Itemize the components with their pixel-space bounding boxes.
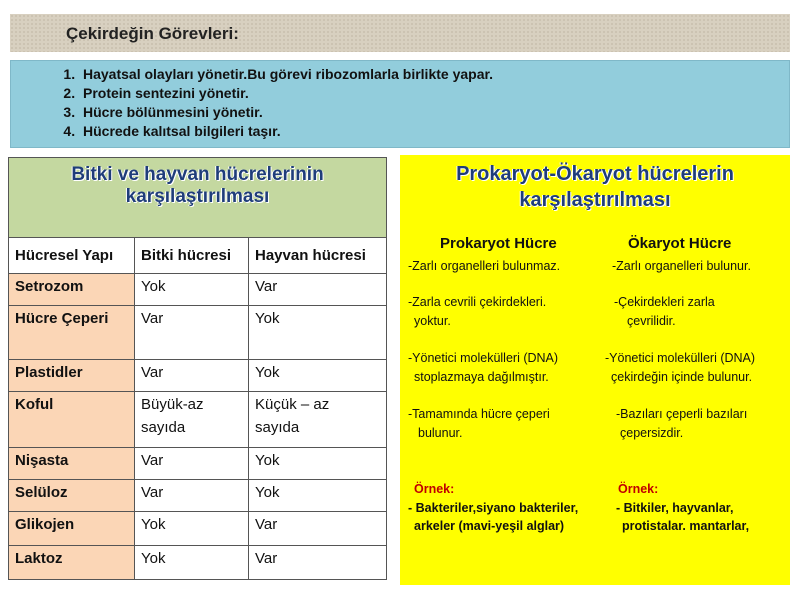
eukaryote-example-line2: protistalar. mantarlar, — [622, 519, 750, 533]
prokaryote-point-4-line1: -Tamamında hücre çeperi — [408, 407, 550, 421]
table-row — [9, 274, 387, 306]
prokaryote-point-1: -Zarlı organelleri bulunmaz. — [408, 259, 561, 273]
animal-value-line2: sayıda — [255, 419, 300, 436]
animal-value: Yok — [249, 448, 387, 480]
row-label: Glikojen — [9, 512, 135, 546]
animal-value: Var — [249, 546, 387, 580]
prokaryote-example-line2: arkeler (mavi-yeşil alglar) — [414, 519, 565, 533]
page-title: Çekirdeğin Görevleri: — [66, 24, 239, 43]
prokaryote-point-2-line1: -Zarla cevrili çekirdekleri. — [408, 295, 547, 309]
prokaryote-point-4-line2: bulunur. — [418, 426, 463, 440]
row-label: Plastidler — [9, 360, 135, 392]
table-title-line1: Bitki ve hayvan hücrelerinin — [71, 164, 324, 185]
eukaryote-header: Ökaryot Hücre — [628, 235, 732, 252]
row-label: Setrozom — [9, 274, 135, 306]
plant-value: Yok — [135, 274, 249, 306]
row-label: Koful — [9, 392, 135, 448]
eukaryote-example-label: Örnek: — [618, 482, 659, 496]
row-label: Hücre Çeperi — [9, 306, 135, 360]
table-title — [9, 158, 387, 238]
table-row — [9, 480, 387, 512]
plant-value: Yok — [135, 512, 249, 546]
task-item: 2. Protein sentezini yönetir. — [79, 84, 789, 103]
prokaryote-example-label: Örnek: — [414, 482, 455, 496]
table-row — [9, 392, 387, 448]
panel-title-line1: Prokaryot-Ökaryot hücrelerin — [456, 163, 734, 185]
plant-value: Var — [135, 306, 249, 360]
plant-value-line1: Büyük-az — [141, 396, 204, 413]
task-item: 4. Hücrede kalıtsal bilgileri taşır. — [79, 122, 789, 141]
animal-value — [249, 392, 387, 448]
eukaryote-point-3-line1: -Yönetici molekülleri (DNA) — [605, 351, 756, 365]
animal-value-line1: Küçük – az — [255, 396, 330, 413]
panel-title-line2: karşılaştırılması — [519, 189, 671, 211]
table-row — [9, 512, 387, 546]
row-label: Nişasta — [9, 448, 135, 480]
prokaryote-point-3-line2: stoplazmaya dağılmıştır. — [414, 370, 549, 384]
eukaryote-point-3-line2: çekirdeğin içinde bulunur. — [611, 370, 753, 384]
plant-value-line2: sayıda — [141, 419, 186, 436]
prokaryote-header: Prokaryot Hücre — [440, 235, 557, 252]
plant-value: Yok — [135, 546, 249, 580]
table-row — [9, 546, 387, 580]
title-band — [10, 14, 790, 52]
eukaryote-point-4-line2: çepersizdir. — [620, 426, 684, 440]
animal-value: Var — [249, 512, 387, 546]
eukaryote-point-4-line1: -Bazıları çeperli bazıları — [616, 407, 748, 421]
eukaryote-point-1: -Zarlı organelleri bulunur. — [612, 259, 751, 273]
eukaryote-point-2-line1: -Çekirdekleri zarla — [614, 295, 715, 309]
row-label: Laktoz — [9, 546, 135, 580]
animal-value: Yok — [249, 480, 387, 512]
plant-animal-comparison-table — [8, 157, 387, 580]
plant-value: Var — [135, 360, 249, 392]
animal-value: Yok — [249, 306, 387, 360]
prokaryote-point-2-line2: yoktur. — [414, 314, 451, 328]
prokaryote-point-3-line1: -Yönetici molekülleri (DNA) — [408, 351, 559, 365]
panel-title — [400, 161, 790, 213]
eukaryote-point-2-line2: çevrilidir. — [627, 314, 676, 328]
header-plant-cell: Bitki hücresi — [135, 238, 249, 274]
animal-value: Var — [249, 274, 387, 306]
task-item: 3. Hücre bölünmesini yönetir. — [79, 103, 789, 122]
header-animal-cell: Hayvan hücresi — [249, 238, 387, 274]
prokaryote-eukaryote-panel — [400, 155, 790, 585]
task-item: 1. Hayatsal olayları yönetir.Bu görevi ribozomlarla birlikte yapar. — [79, 65, 789, 84]
plant-value: Var — [135, 448, 249, 480]
nucleus-tasks-list — [11, 61, 789, 141]
animal-value: Yok — [249, 360, 387, 392]
table-row — [9, 360, 387, 392]
nucleus-tasks-box — [10, 60, 790, 148]
header-cellular-structure: Hücresel Yapı — [9, 238, 135, 274]
plant-value — [135, 392, 249, 448]
table-row — [9, 448, 387, 480]
row-label: Selüloz — [9, 480, 135, 512]
plant-value: Var — [135, 480, 249, 512]
table-row — [9, 306, 387, 360]
prokaryote-example-line1: - Bakteriler,siyano bakteriler, — [408, 501, 579, 515]
eukaryote-example-line1: - Bitkiler, hayvanlar, — [616, 501, 734, 515]
table-title-line2: karşılaştırılması — [125, 186, 270, 207]
